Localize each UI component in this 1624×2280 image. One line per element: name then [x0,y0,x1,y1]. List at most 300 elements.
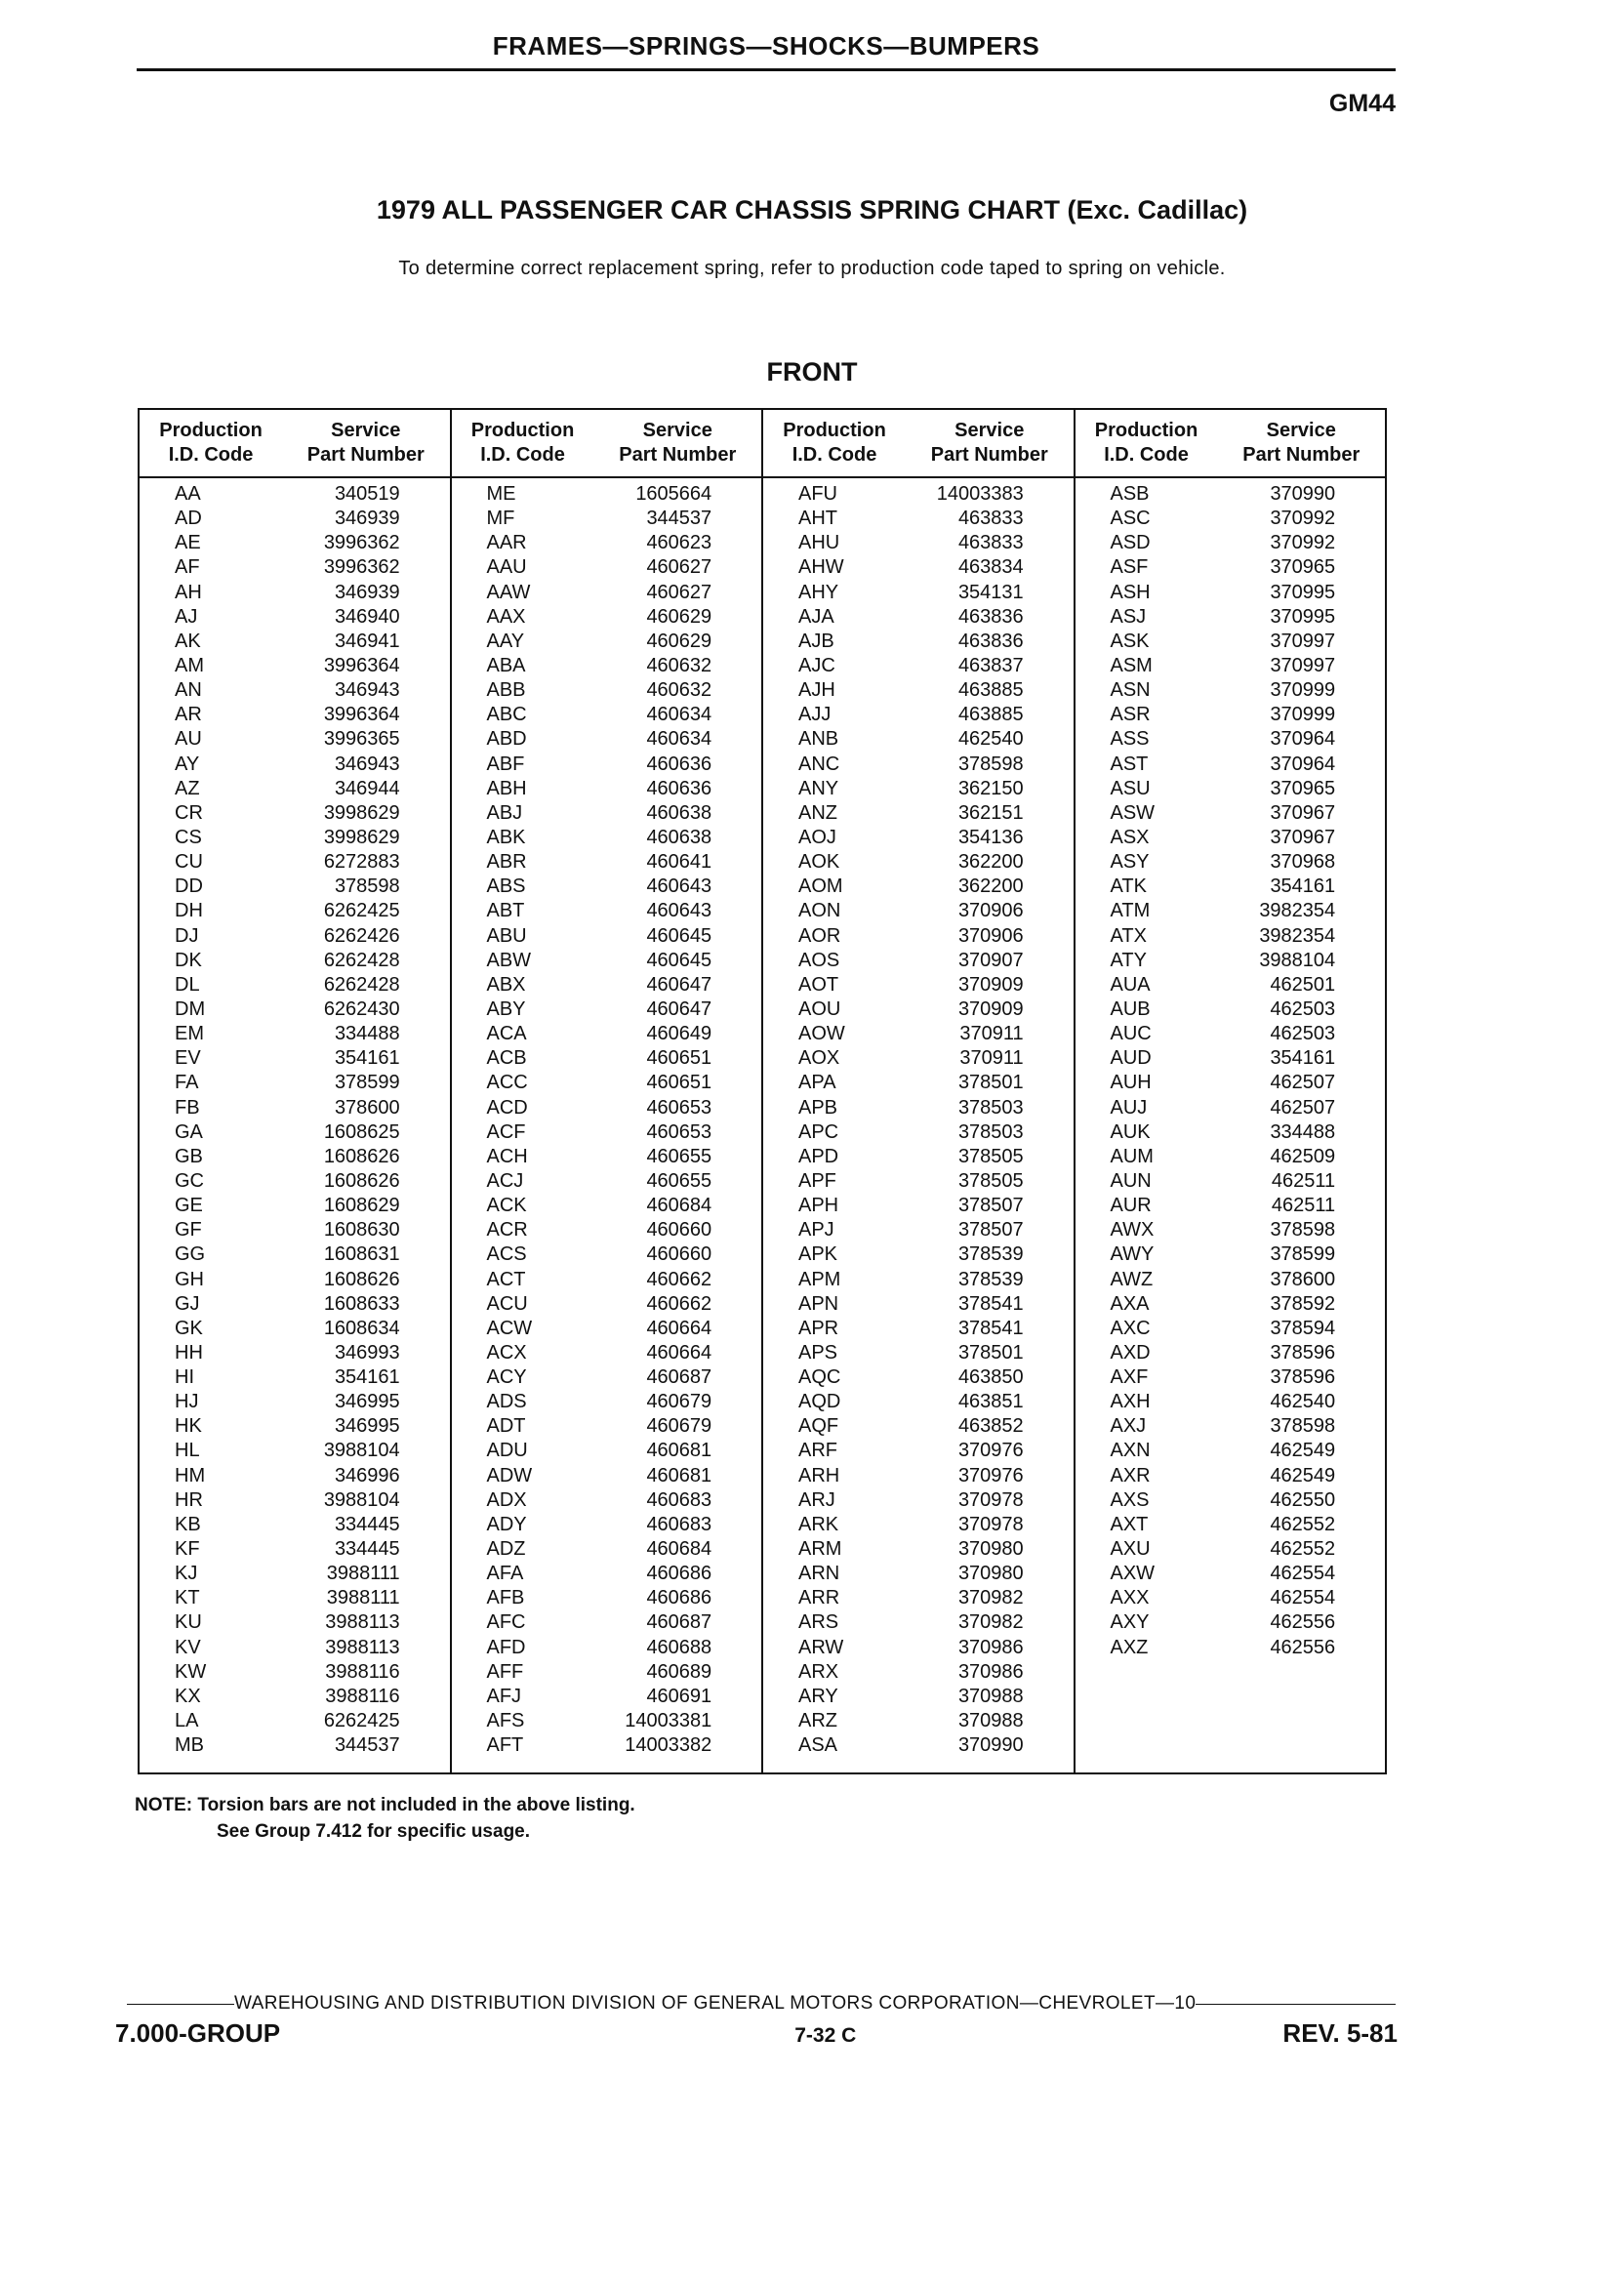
production-id-code: GC [175,1169,204,1192]
table-row [763,875,1074,899]
production-id-code: GH [175,1268,204,1290]
production-id-code-header [763,410,906,476]
production-id-code: ABT [486,900,525,922]
production-id-code: AH [175,581,202,603]
service-part-number: 378503 [957,1096,1024,1119]
table-row [1076,1513,1386,1537]
service-part-number: 460687 [646,1366,712,1389]
service-part-number: 370964 [1270,728,1336,751]
table-row [140,1562,450,1586]
table-row [452,1317,762,1341]
production-id-code: ANC [798,753,840,775]
table-row [1076,654,1386,678]
service-part-number: 460651 [646,1047,712,1070]
table-row [452,1194,762,1218]
service-part-number: 462509 [1270,1145,1336,1167]
production-id-code: ACF [486,1120,526,1143]
table-row [452,1562,762,1586]
production-id-code: AFS [486,1710,525,1732]
production-id-code: AR [175,704,202,726]
service-part-number: 370965 [1270,556,1336,579]
production-id-code: EV [175,1047,201,1070]
table-row [452,1586,762,1610]
table-row [1076,1439,1386,1463]
footer [115,2018,1398,2049]
table-row [763,630,1074,654]
footer-rule-right [1196,2004,1396,2005]
production-id-code: KV [175,1636,201,1658]
table-row [763,555,1074,580]
table-row [140,1390,450,1414]
production-id-code: AUA [1110,973,1151,996]
production-id-code-header-line: I.D. Code [168,444,254,466]
service-part-number: 346943 [334,753,400,775]
table-row [140,1733,450,1758]
production-id-code: AOW [798,1023,845,1045]
production-id-code: AUD [1110,1047,1152,1070]
production-id-code: DJ [175,924,199,947]
service-part-number: 463836 [957,605,1024,628]
table-row [763,605,1074,630]
service-part-number: 370982 [957,1587,1024,1609]
table-row [1076,1268,1386,1292]
service-part-number: 462554 [1270,1563,1336,1585]
production-id-code: AJH [798,679,835,702]
production-id-code: AOS [798,949,840,971]
table-row [140,801,450,826]
production-id-code: APJ [798,1219,834,1242]
service-part-number: 362150 [957,777,1024,799]
service-part-number: 3988116 [325,1660,400,1683]
table-row [763,1022,1074,1046]
service-part-number: 370992 [1270,532,1336,554]
table-row [763,654,1074,678]
service-part-number: 344537 [334,1734,400,1757]
table-row [140,1218,450,1242]
production-id-code: ABS [486,875,526,898]
table-row [452,826,762,850]
service-part-number: 378539 [957,1268,1024,1290]
production-id-code: ABU [486,924,527,947]
table-row [1076,1610,1386,1635]
production-id-code: AXJ [1110,1415,1147,1438]
service-part-number: 460681 [646,1440,712,1462]
table-row [763,973,1074,998]
service-part-number: 334445 [334,1513,400,1535]
service-part-number: 462507 [1270,1072,1336,1094]
production-id-code: ASF [1110,556,1149,579]
service-part-number: 346995 [334,1391,400,1413]
footer-page-number: 7-32 C [794,2024,857,2047]
table-row [763,1562,1074,1586]
production-id-code: AAX [486,605,526,628]
production-id-code: ADS [486,1391,527,1413]
table-row [140,1464,450,1488]
service-part-number: 6262425 [323,1710,400,1732]
table-row [140,1488,450,1513]
table-row [1076,605,1386,630]
service-part-number: 460691 [646,1685,712,1707]
table-row [140,777,450,801]
service-part-number: 462554 [1270,1587,1336,1609]
table-row [452,1685,762,1709]
table-row [763,703,1074,727]
service-part-number: 3988104 [1259,949,1336,971]
service-part-number: 346940 [334,605,400,628]
service-part-number: 460687 [646,1611,712,1634]
production-id-code: AUC [1110,1023,1152,1045]
table-row [1076,924,1386,949]
table-row [452,1414,762,1439]
production-id-code: AXU [1110,1538,1151,1561]
production-id-code-header-line: Production [783,420,886,441]
service-part-number: 460645 [646,924,712,947]
table-row [452,949,762,973]
table-row [140,1071,450,1095]
service-part-number: 346993 [334,1341,400,1364]
table-row [1076,678,1386,703]
service-part-number: 6262426 [323,924,400,947]
service-part-number: 378541 [957,1292,1024,1315]
service-part-number: 370997 [1270,630,1336,652]
production-id-code: ATK [1110,875,1147,898]
note-line-2: See Group 7.412 for specific usage. [217,1821,531,1842]
production-id-code: GA [175,1120,203,1143]
table-row [1076,1096,1386,1120]
production-id-code: DD [175,875,203,898]
production-id-code: ABF [486,753,525,775]
service-part-number: 346941 [334,630,400,652]
table-row [763,581,1074,605]
table-row [1076,1145,1386,1169]
service-part-number: 460645 [646,949,712,971]
table-row [140,1046,450,1071]
production-id-code-header [1076,410,1218,476]
service-part-number: 460688 [646,1636,712,1658]
production-id-code: AAU [486,556,527,579]
production-id-code: ACK [486,1195,527,1217]
table-row [140,1242,450,1267]
production-id-code: GK [175,1317,203,1339]
service-part-number: 370911 [959,1047,1024,1070]
production-id-code: AE [175,532,201,554]
production-id-code: APR [798,1317,839,1339]
production-id-code: ACU [486,1292,528,1315]
production-id-code: AOR [798,924,841,947]
service-part-number: 3988111 [326,1563,400,1585]
table-row [452,1120,762,1145]
service-part-number: 378594 [1270,1317,1336,1339]
table-row [452,1537,762,1562]
production-id-code: ADU [486,1440,528,1462]
table-row [763,1586,1074,1610]
production-id-code: DK [175,949,202,971]
service-part-number: 460653 [646,1096,712,1119]
service-part-number: 362200 [957,851,1024,874]
table-row [140,1317,450,1341]
production-id-code: AFB [486,1587,525,1609]
table-row [763,1537,1074,1562]
service-part-number: 344537 [646,508,712,530]
service-part-number: 460651 [646,1072,712,1094]
production-id-code: ADT [486,1415,526,1438]
service-part-number: 370906 [957,924,1024,947]
production-id-code: AQF [798,1415,839,1438]
table-row [1076,801,1386,826]
table-row [1076,703,1386,727]
service-part-number: 370978 [957,1513,1024,1535]
service-part-number: 378505 [957,1145,1024,1167]
production-id-code: KX [175,1685,201,1707]
service-part-number: 3996362 [323,556,400,579]
service-part-number: 460660 [646,1219,712,1242]
production-id-code: AFD [486,1636,526,1658]
service-part-number: 3988113 [325,1611,400,1634]
service-part-number-header [1218,410,1385,476]
table-row [1076,1317,1386,1341]
table-row [140,531,450,555]
table-row [1076,973,1386,998]
table-row [1076,1071,1386,1095]
table-row [1076,777,1386,801]
service-part-number: 463836 [957,630,1024,652]
production-id-code: ARR [798,1587,840,1609]
table-row [452,727,762,752]
service-part-number: 362200 [957,875,1024,898]
table-row [452,507,762,531]
table-row [140,1365,450,1390]
production-id-code: DH [175,900,203,922]
production-id-code: APN [798,1292,839,1315]
header-divider [137,68,1396,71]
production-id-code: AOJ [798,826,836,848]
service-part-number: 6262428 [323,949,400,971]
table-row [1076,1022,1386,1046]
service-part-number-header-line: Part Number [930,444,1048,466]
service-part-number: 6272883 [323,851,400,874]
production-id-code: AXS [1110,1488,1150,1511]
production-id-code: GJ [175,1292,200,1315]
note [135,1792,635,1845]
service-part-number: 14003382 [625,1734,712,1757]
production-id-code: AXA [1110,1292,1150,1315]
table-row [1076,949,1386,973]
production-id-code-header-line: Production [1094,420,1198,441]
service-part-number: 14003383 [936,483,1024,505]
production-id-code: DL [175,973,200,996]
table-row [763,1120,1074,1145]
service-part-number: 378507 [957,1219,1024,1242]
production-id-code: MF [486,508,515,530]
service-part-number: 460623 [646,532,712,554]
service-part-number: 1608631 [323,1243,400,1266]
section-header-title: FRAMES—SPRINGS—SHOCKS—BUMPERS [492,31,1040,61]
production-id-code: AOT [798,973,839,996]
table-row [140,1096,450,1120]
table-row [140,1439,450,1463]
service-part-number: 463834 [957,556,1024,579]
service-part-number: 370907 [957,949,1024,971]
table-row [1076,1242,1386,1267]
table-row [763,1414,1074,1439]
production-id-code: ACR [486,1219,528,1242]
table-row [140,727,450,752]
production-id-code: ACA [486,1023,527,1045]
service-part-number: 460664 [646,1317,712,1339]
table-row [1076,1169,1386,1194]
service-part-number: 378596 [1270,1366,1336,1389]
production-id-code: AON [798,900,841,922]
table-row [452,1439,762,1463]
production-id-code: DM [175,998,206,1020]
production-id-code: FA [175,1072,199,1094]
table-row [763,753,1074,777]
production-id-code: AOU [798,998,841,1020]
table-row [1076,1414,1386,1439]
table-row [452,1513,762,1537]
table-row [452,1046,762,1071]
service-part-number: 354136 [957,826,1024,848]
production-id-code: ARM [798,1538,842,1561]
service-part-number: 460681 [646,1464,712,1486]
service-part-number: 460679 [646,1391,712,1413]
service-part-number: 370997 [1270,654,1336,676]
production-id-code: AXZ [1110,1636,1149,1658]
production-id-code: AZ [175,777,200,799]
production-id-code: AQD [798,1391,841,1413]
production-id-code: ANZ [798,801,837,824]
service-part-number: 462501 [1270,973,1336,996]
service-part-number: 462540 [1270,1391,1336,1413]
service-part-number: 378598 [957,753,1024,775]
service-part-number: 370968 [1270,851,1336,874]
service-part-number: 370988 [957,1685,1024,1707]
service-part-number: 460634 [646,728,712,751]
service-part-number: 346939 [334,581,400,603]
table-row [763,1488,1074,1513]
table-row [452,1242,762,1267]
production-id-code: MB [175,1734,204,1757]
production-id-code: AK [175,630,201,652]
column-header [452,410,762,478]
service-part-number: 3998629 [323,826,400,848]
production-id-code: ACY [486,1366,527,1389]
production-id-code: HL [175,1440,200,1462]
production-id-code: ARW [798,1636,844,1658]
table-row [452,924,762,949]
production-id-code: ASU [1110,777,1151,799]
production-id-code: CS [175,826,202,848]
production-id-code: AUH [1110,1072,1152,1094]
production-id-code: ADY [486,1513,527,1535]
production-id-code-header-line: I.D. Code [1104,444,1189,466]
table-row [1076,581,1386,605]
production-id-code: AWZ [1110,1268,1154,1290]
table-row [763,1341,1074,1365]
table-row [140,507,450,531]
service-part-number: 1608626 [323,1145,400,1167]
service-part-number: 3996362 [323,532,400,554]
production-id-code: AOM [798,875,843,898]
service-part-number-header-line: Part Number [1242,444,1360,466]
service-part-number: 460638 [646,801,712,824]
service-part-number: 378503 [957,1120,1024,1143]
service-part-number: 1608634 [323,1317,400,1339]
footer-division-line [127,1993,1396,2015]
production-id-code: AF [175,556,200,579]
table-row [452,875,762,899]
table-row [763,1439,1074,1463]
production-id-code: ARN [798,1563,840,1585]
note-line-1: NOTE: Torsion bars are not included in the above listing. [135,1795,635,1815]
production-id-code: ARJ [798,1488,835,1511]
table-row [140,899,450,923]
production-id-code: KT [175,1587,200,1609]
column-group-4 [1076,410,1386,1772]
production-id-code: AFF [486,1660,524,1683]
table-row [763,1242,1074,1267]
table-row [763,1513,1074,1537]
production-id-code-header-line: I.D. Code [792,444,877,466]
table-row [140,753,450,777]
table-row [140,1586,450,1610]
production-id-code: AHU [798,532,840,554]
production-id-code: AAR [486,532,527,554]
production-id-code: AXH [1110,1391,1151,1413]
production-id-code: ABY [486,998,526,1020]
production-id-code: GF [175,1219,202,1242]
table-row [452,753,762,777]
table-row [763,1096,1074,1120]
section-title: FRONT [766,357,858,387]
service-part-number: 354161 [334,1047,400,1070]
column-group-1 [140,410,452,1772]
column-header [763,410,1074,478]
production-id-code: AJ [175,605,198,628]
service-part-number: 370976 [957,1464,1024,1486]
service-part-number: 460679 [646,1415,712,1438]
table-row [1076,875,1386,899]
service-part-number-header-line: Service [331,420,401,441]
table-row [763,1145,1074,1169]
service-part-number: 334488 [1270,1120,1336,1143]
footer-revision: REV. 5-81 [1282,2018,1398,2048]
table-row [763,1610,1074,1635]
service-part-number: 354161 [1270,1047,1336,1070]
table-row [1076,1464,1386,1488]
table-row [140,1610,450,1635]
table-row [452,1488,762,1513]
service-part-number: 362151 [957,801,1024,824]
production-id-code: ABD [486,728,527,751]
table-row [763,1390,1074,1414]
service-part-number: 6262430 [323,998,400,1020]
production-id-code: AHY [798,581,839,603]
production-id-code: ACH [486,1145,528,1167]
table-row [763,1046,1074,1071]
table-row [763,1194,1074,1218]
service-part-number-header-line: Service [642,420,712,441]
service-part-number: 460643 [646,875,712,898]
table-row [763,1268,1074,1292]
table-row [1076,1365,1386,1390]
production-id-code: ASM [1110,654,1153,676]
production-id-code-header-line: Production [470,420,575,441]
production-id-code-header [452,410,594,476]
production-id-code: APH [798,1195,839,1217]
production-id-code: ABX [486,973,526,996]
production-id-code: ASR [1110,704,1151,726]
